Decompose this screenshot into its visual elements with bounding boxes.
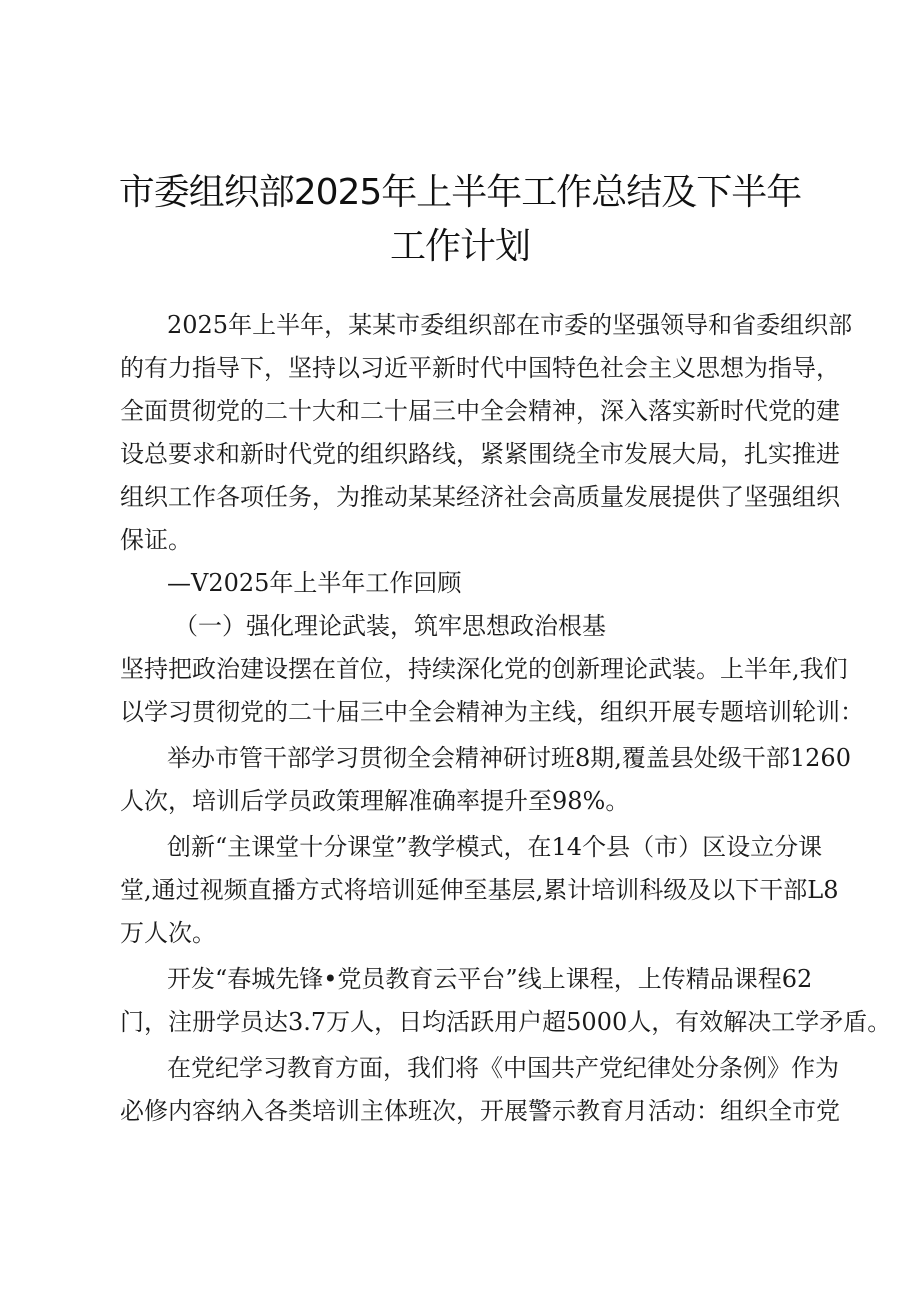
paragraph-line: 在党纪学习教育方面，我们将《中国共产党纪律处分条例》作为 (167, 1054, 839, 1082)
subsection-heading: （一）强化理论武装，筑牢思想政治根基 (174, 612, 606, 640)
paragraph-line: 2025年上半年，某某市委组织部在市委的坚强领导和省委组织部 (167, 311, 853, 339)
paragraph-line: 堂,通过视频直播方式将培训延伸至基层,累计培训科级及以下干部L8 (120, 876, 839, 904)
paragraph-line: 门，注册学员达3.7万人，日均活跃用户超5000人，有效解决工学矛盾。 (120, 1008, 892, 1036)
paragraph-line: 坚持把政治建设摆在首位，持续深化党的创新理论武装。上半年,我们 (120, 655, 848, 683)
paragraph-line: 人次，培训后学员政策理解准确率提升至98%。 (120, 787, 630, 815)
paragraph-line: 开发“春城先锋•党员教育云平台”线上课程，上传精品课程62 (167, 965, 813, 993)
paragraph-line: 必修内容纳入各类培训主体班次，开展警示教育月活动：组织全市党 (120, 1097, 840, 1125)
document-title-line-1: 市委组织部2025年上半年工作总结及下半年 (118, 172, 802, 213)
paragraph-line: 举办市管干部学习贯彻全会精神研讨班8期,覆盖县处级干部1260 (167, 744, 851, 772)
document-title-line-2: 工作计划 (389, 226, 530, 267)
paragraph-line: 组织工作各项任务，为推动某某经济社会高质量发展提供了坚强组织 (120, 483, 840, 511)
paragraph-line: 保证。 (120, 526, 192, 554)
paragraph-line: 以学习贯彻党的二十届三中全会精神为主线，组织开展专题培训轮训： (120, 698, 864, 726)
section-heading: —V2025年上半年工作回顾 (167, 569, 462, 597)
paragraph-line: 全面贯彻党的二十大和二十届三中全会精神，深入落实新时代党的建 (120, 397, 840, 425)
paragraph-line: 的有力指导下，坚持以习近平新时代中国特色社会主义思想为指导， (120, 354, 840, 382)
paragraph-line: 设总要求和新时代党的组织路线，紧紧围绕全市发展大局，扎实推进 (120, 440, 840, 468)
paragraph-line: 万人次。 (120, 919, 216, 947)
paragraph-line: 创新“主课堂十分课堂”教学模式，在14个县（市）区设立分课 (167, 833, 823, 861)
